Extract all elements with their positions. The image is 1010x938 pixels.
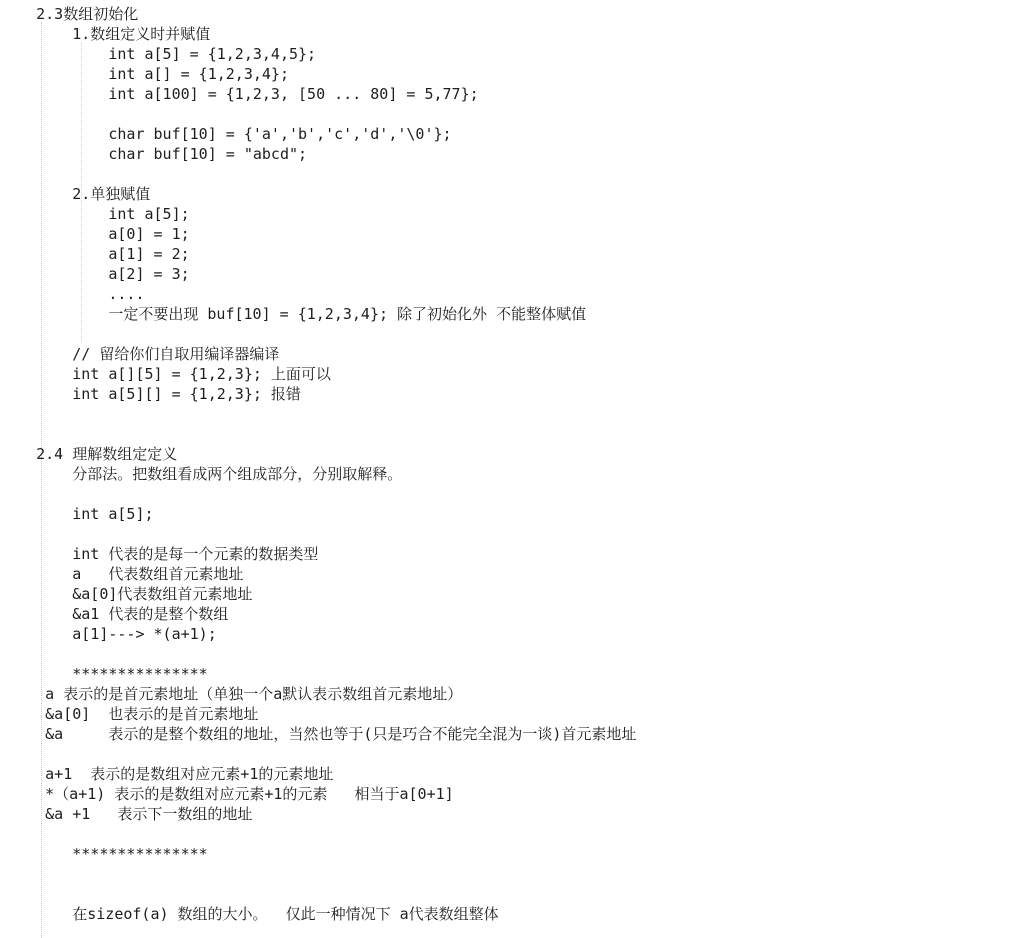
text-line[interactable]: *************** bbox=[0, 665, 208, 683]
text-line[interactable]: *（a+1) 表示的是数组对应元素+1的元素 相当于a[0+1] bbox=[0, 785, 454, 803]
text-line[interactable] bbox=[0, 404, 636, 424]
text-line[interactable]: 一定不要出现 buf[10] = {1,2,3,4}; 除了初始化外 不能整体赋值 bbox=[0, 305, 587, 323]
text-line[interactable]: &a[0] 也表示的是首元素地址 bbox=[0, 705, 259, 723]
text-line[interactable]: &a +1 表示下一数组的地址 bbox=[0, 805, 253, 823]
text-line[interactable]: a[0] = 1; bbox=[0, 225, 190, 243]
text-line[interactable]: &a[0]代表数组首元素地址 bbox=[0, 585, 253, 603]
text-line[interactable] bbox=[0, 104, 636, 124]
text-line[interactable]: 在sizeof(a) 数组的大小。 仅此一种情况下 a代表数组整体 bbox=[0, 905, 499, 923]
text-line[interactable]: a[1] = 2; bbox=[0, 245, 190, 263]
text-line[interactable]: int a[5][] = {1,2,3}; 报错 bbox=[0, 385, 301, 403]
text-line[interactable]: int a[5]; bbox=[0, 205, 190, 223]
text-line[interactable]: 分部法。把数组看成两个组成部分，分别取解释。 bbox=[0, 465, 403, 483]
text-line[interactable]: .... bbox=[0, 285, 145, 303]
text-line[interactable] bbox=[0, 164, 636, 184]
text-line[interactable]: &a1 代表的是整个数组 bbox=[0, 605, 229, 623]
text-line[interactable]: int a[5] = {1,2,3,4,5}; bbox=[0, 45, 317, 63]
text-line[interactable]: int a[] = {1,2,3,4}; bbox=[0, 65, 289, 83]
text-line[interactable] bbox=[0, 644, 636, 664]
text-line[interactable]: 2.单独赋值 bbox=[0, 185, 151, 203]
text-line[interactable]: char buf[10] = {'a','b','c','d','\0'}; bbox=[0, 125, 452, 143]
text-line[interactable]: *************** bbox=[0, 845, 208, 863]
text-line[interactable]: a[1]---> *(a+1); bbox=[0, 625, 217, 643]
text-line[interactable] bbox=[0, 744, 636, 764]
text-line[interactable] bbox=[0, 324, 636, 344]
text-line[interactable]: a 代表数组首元素地址 bbox=[0, 565, 244, 583]
text-line[interactable] bbox=[0, 424, 636, 444]
text-line[interactable] bbox=[0, 484, 636, 504]
text-line[interactable]: 1.数组定义时并赋值 bbox=[0, 25, 211, 43]
document-lines bbox=[0, 4, 636, 924]
text-line[interactable]: int a[][5] = {1,2,3}; 上面可以 bbox=[0, 365, 331, 383]
text-line[interactable] bbox=[0, 524, 636, 544]
text-line[interactable]: 2.3数组初始化 bbox=[0, 5, 139, 23]
text-line[interactable]: int a[100] = {1,2,3, [50 ... 80] = 5,77}; bbox=[0, 85, 479, 103]
text-line[interactable] bbox=[0, 864, 636, 884]
text-line[interactable]: char buf[10] = "abcd"; bbox=[0, 145, 308, 163]
text-line[interactable]: int 代表的是每一个元素的数据类型 bbox=[0, 545, 319, 563]
text-line[interactable] bbox=[0, 884, 636, 904]
text-line[interactable]: // 留给你们自取用编译器编译 bbox=[0, 345, 280, 363]
text-line[interactable]: 2.4 理解数组定定义 bbox=[0, 445, 178, 463]
text-line[interactable]: a+1 表示的是数组对应元素+1的元素地址 bbox=[0, 765, 334, 783]
text-line[interactable] bbox=[0, 824, 636, 844]
text-line[interactable]: &a 表示的是整个数组的地址，当然也等于(只是巧合不能完全混为一谈)首元素地址 bbox=[0, 725, 637, 743]
text-line[interactable]: a[2] = 3; bbox=[0, 265, 190, 283]
text-line[interactable]: a 表示的是首元素地址（单独一个a默认表示数组首元素地址） bbox=[0, 685, 463, 703]
text-line[interactable]: int a[5]; bbox=[0, 505, 154, 523]
